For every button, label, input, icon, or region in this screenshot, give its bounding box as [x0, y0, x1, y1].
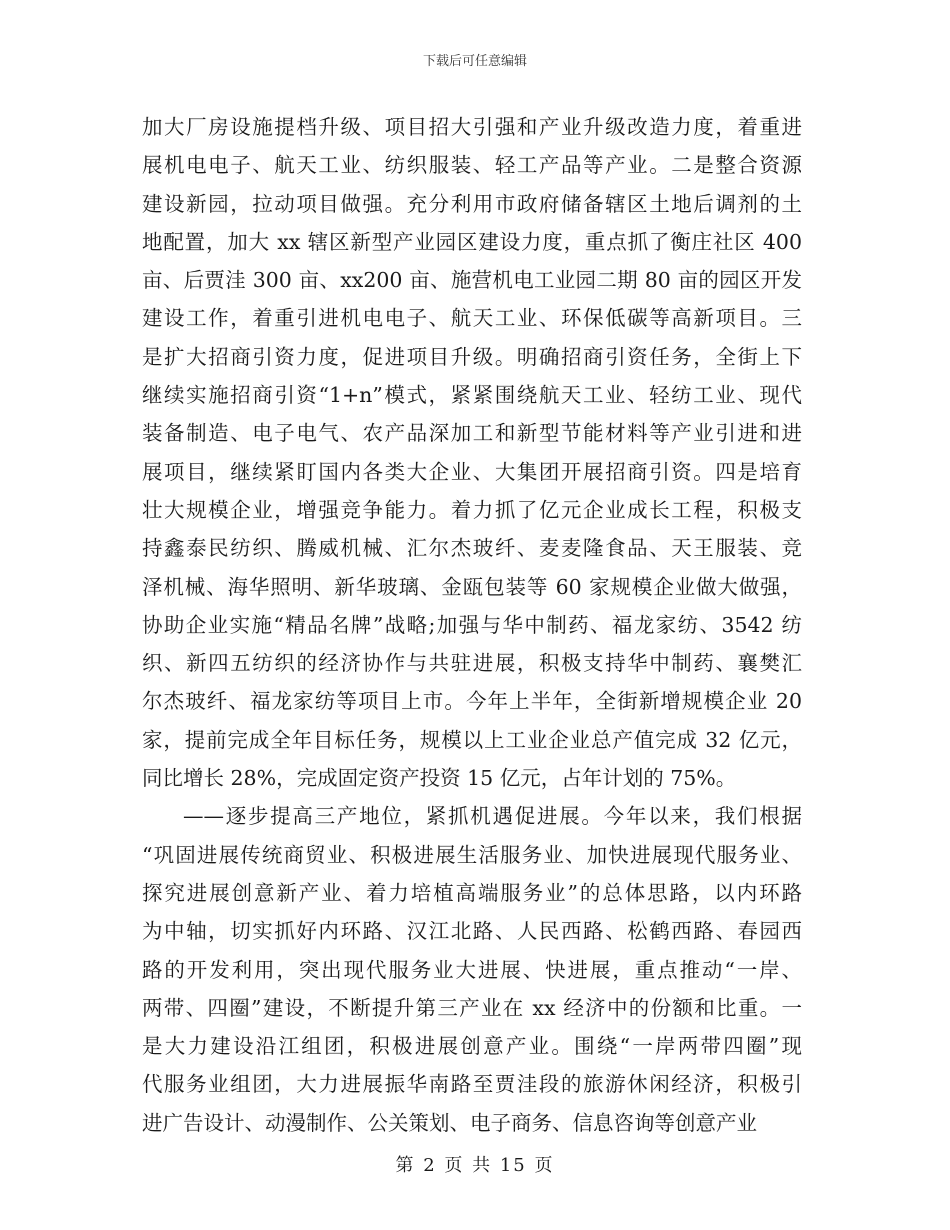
text-line: 两带、四圈”建设，不断提升第三产业在 xx 经济中的份额和比重。一 — [142, 995, 802, 1020]
text-line: 壮大规模企业，增强竞争能力。着力抓了亿元企业成长工程，积极支 — [142, 497, 802, 522]
text-line: 装备制造、电子电气、农产品深加工和新型节能材料等产业引进和进 — [142, 421, 802, 446]
text-line: 继续实施招商引资“1+n”模式，紧紧围绕航天工业、轻纺工业、现代 — [142, 383, 802, 408]
text-line: 持鑫泰民纺织、腾威机械、汇尔杰玻纤、麦麦隆食品、天王服装、竞 — [142, 536, 802, 561]
text-line: 地配置，加大 xx 辖区新型产业园区建设力度，重点抓了衡庄社区 400 — [142, 229, 802, 254]
page-header: 下载后可任意编辑 — [422, 54, 527, 69]
page-number: 第 2 页 共 15 页 — [395, 1155, 555, 1176]
paragraph-start-line: ——逐步提高三产地位，紧抓机遇促进展。今年以来，我们根据 — [183, 804, 802, 829]
text-line: 织、新四五纺织的经济协作与共驻进展，积极支持华中制药、襄樊汇 — [142, 651, 802, 676]
text-line: 泽机械、海华照明、新华玻璃、金瓯包装等 60 家规模企业做大做强， — [142, 574, 802, 599]
text-line: 为中轴，切实抓好内环路、汉江北路、人民西路、松鹤西路、春园西 — [142, 919, 802, 944]
text-line: 展机电电子、航天工业、纺织服装、轻工产品等产业。二是整合资源 — [142, 153, 802, 178]
text-line: 进广告设计、动漫制作、公关策划、电子商务、信息咨询等创意产业 — [142, 1110, 757, 1135]
paragraph-end-line: 同比增长 28%，完成固定资产投资 15 亿元，占年计划的 75%。 — [142, 766, 737, 791]
text-line: 建设新园，拉动项目做强。充分利用市政府储备辖区土地后调剂的土 — [142, 191, 802, 216]
text-line: 建设工作，着重引进机电电子、航天工业、环保低碳等高新项目。三 — [142, 306, 802, 331]
text-line: 是大力建设沿江组团，积极进展创意产业。围绕“一岸两带四圈”现 — [142, 1034, 802, 1059]
text-line: 尔杰玻纤、福龙家纺等项目上市。今年上半年，全街新增规模企业 20 — [142, 689, 802, 714]
text-line: 亩、后贾洼 300 亩、xx200 亩、施营机电工业园二期 80 亩的园区开发 — [142, 268, 802, 293]
text-line: 代服务业组团，大力进展振华南路至贾洼段的旅游休闲经济，积极引 — [142, 1072, 802, 1097]
text-line: 家，提前完成全年目标任务，规模以上工业企业总产值完成 32 亿元， — [142, 727, 802, 752]
text-line: 展项目，继续紧盯国内各类大企业、大集团开展招商引资。四是培育 — [142, 459, 802, 484]
text-line: 路的开发利用，突出现代服务业大进展、快进展，重点推动“一岸、 — [142, 957, 802, 982]
text-line: 协助企业实施“精品名牌”战略;加强与华中制药、福龙家纺、3542 纺 — [142, 612, 802, 637]
text-line: 是扩大招商引资力度，促进项目升级。明确招商引资任务，全街上下 — [142, 344, 802, 369]
text-line: “巩固进展传统商贸业、积极进展生活服务业、加快进展现代服务业、 — [142, 842, 802, 867]
text-line: 加大厂房设施提档升级、项目招大引强和产业升级改造力度，着重进 — [142, 115, 802, 139]
document-body — [142, 108, 802, 1142]
text-line: 探究进展创意新产业、着力培植高端服务业”的总体思路，以内环路 — [142, 880, 802, 905]
